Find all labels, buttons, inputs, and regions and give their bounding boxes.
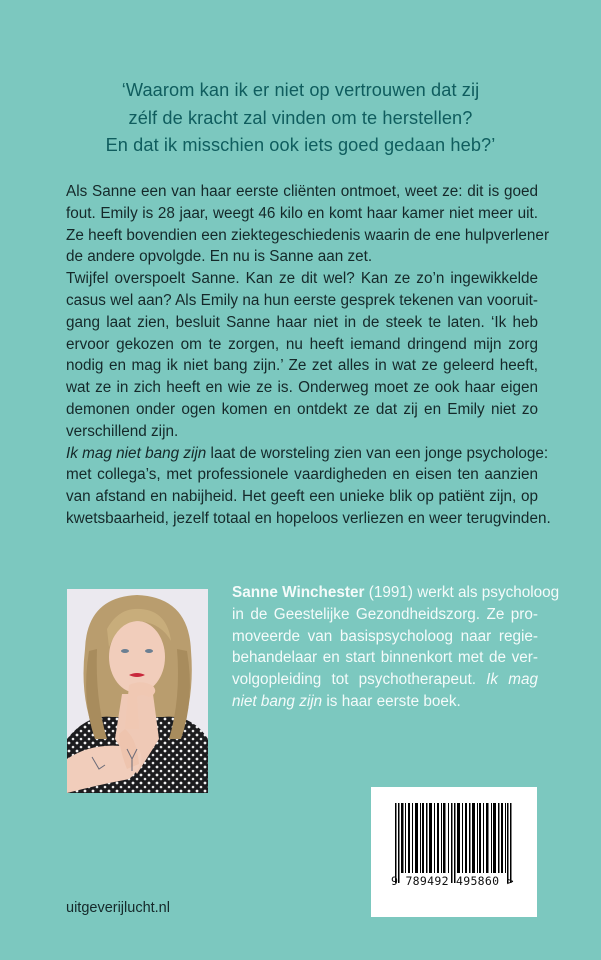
bio-line: Sanne Winchester (1991) werkt als psycholoog <box>232 584 560 601</box>
blurb-line: verschillend zijn. <box>66 422 179 440</box>
book-blurb <box>66 181 551 530</box>
bio-line: in de Geestelijke Gezondheidszorg. Ze pro- <box>232 605 538 623</box>
blurb-line: van afstand en nabijheid. Het geeft een unieke blik op patiënt zijn, op <box>66 488 538 506</box>
blurb-line: wat ze in zich heeft en wie ze is. Onderweg moet ze ook haar eigen <box>66 379 538 397</box>
blurb-line: Twijfel overspoelt Sanne. Kan ze dit wel? Kan ze zo’n ingewikkelde <box>66 270 538 288</box>
blurb-line: nodig en mag ik niet bang zijn.’ Ze zet alles in wat ze geleerd heeft, <box>66 357 538 375</box>
quote-line: En dat ik misschien ook iets goed gedaan heb?’ <box>105 135 496 155</box>
quote-line: ‘Waarom kan ik er niet op vertrouwen dat zij <box>121 80 480 100</box>
isbn-barcode <box>371 787 537 917</box>
blurb-line: de andere opvolgde. En nu is Sanne aan zet. <box>66 248 373 266</box>
blurb-line: casus wel aan? Als Emily na hun eerste gesprek tekenen van vooruit- <box>66 291 538 309</box>
blurb-line: ervoor gekozen om te zorgen, nu heeft iemand dringend mijn zorg <box>66 335 538 353</box>
barcode-bars-icon <box>371 787 537 917</box>
blurb-line: fout. Emily is 28 jaar, weegt 46 kilo en komt haar kamer niet meer uit. <box>66 204 538 222</box>
blurb-line: Ik mag niet bang zijn laat de worsteling zien van een jonge psychologe: <box>66 444 549 462</box>
blurb-line: gang laat zien, besluit Sanne haar niet in de steek te laten. ‘Ik heb <box>66 313 538 331</box>
publisher-website: uitgeverijlucht.nl <box>66 900 170 916</box>
isbn-digits: 9 789492 495860 > <box>391 874 514 888</box>
blurb-line: demonen onder ogen komen en ontdekt ze dat zij en Emily niet zo <box>66 400 538 418</box>
bio-line: niet bang zijn is haar eerste boek. <box>232 692 461 710</box>
bio-line: moveerde van basispsycholoog naar regie- <box>232 627 538 645</box>
author-name: Sanne Winchester <box>232 584 365 601</box>
author-bio <box>232 582 560 713</box>
back-cover-quote <box>40 77 561 160</box>
blurb-line: kwetsbaarheid, jezelf totaal en hopeloos verliezen en weer terugvinden. <box>66 509 551 527</box>
blurb-line: Als Sanne een van haar eerste cliënten ontmoet, weet ze: dit is goed <box>66 183 538 200</box>
bio-line: volgopleiding tot psychotherapeut. Ik mag <box>232 671 538 689</box>
blurb-line: met collega’s, met professionele vaardigheden en eisen ten aanzien <box>66 466 538 484</box>
bio-line: behandelaar en start binnenkort met de ver- <box>232 649 538 667</box>
author-portrait-illustration <box>67 589 208 793</box>
author-photo <box>67 589 208 793</box>
blurb-line: Ze heeft bovendien een ziektegeschiedenis waarin de ene hulpverlener <box>66 226 550 244</box>
book-title-italic: Ik mag niet bang zijn <box>66 444 207 462</box>
quote-line: zélf de kracht zal vinden om te herstellen? <box>128 107 473 128</box>
